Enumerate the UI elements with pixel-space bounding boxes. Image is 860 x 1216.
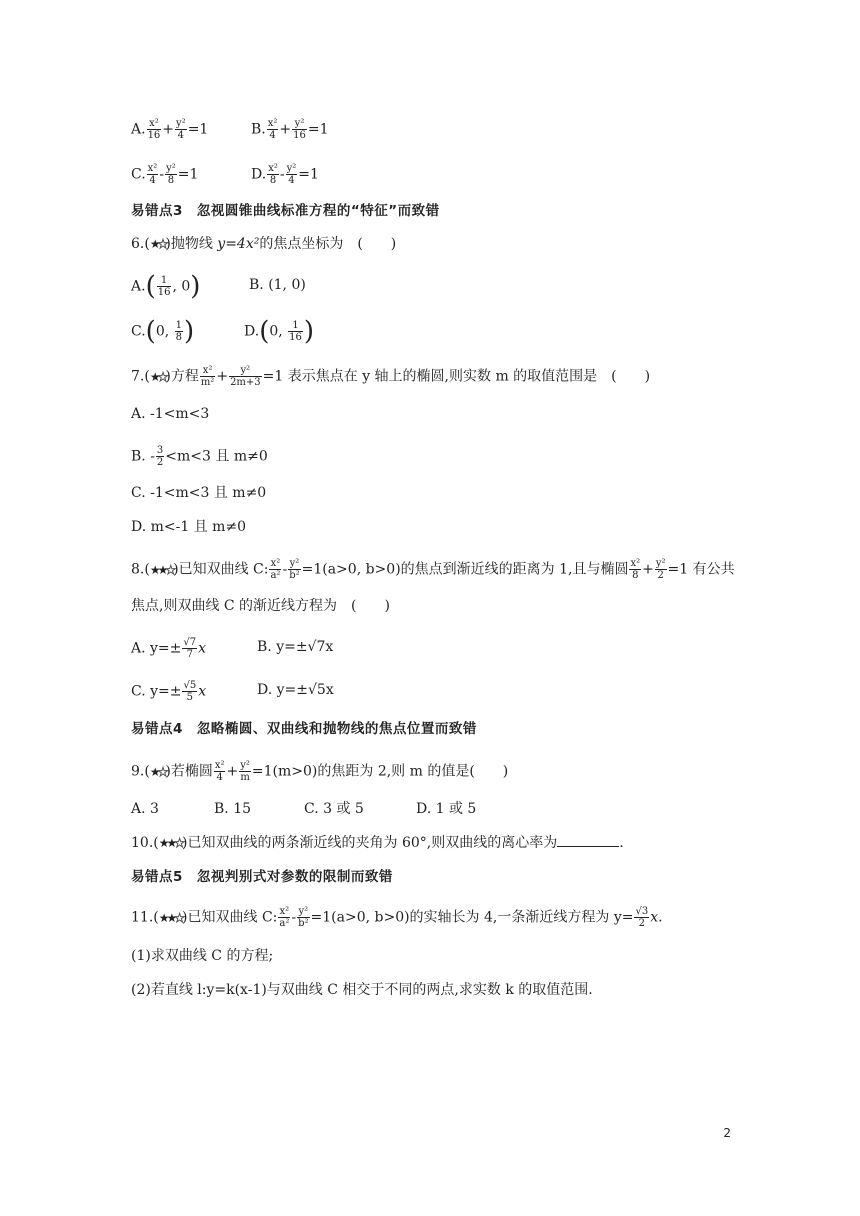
q5-option-a: A. $\frac{\text{x²}}{16}$ + $\frac{\text{y²}}{4}$ =1 <box>131 118 209 141</box>
question-11: 11.(★★★)已知双曲线 C: $\frac{\text{x²}}{\text{a²}}$ - $\frac{\text{y²}}{\text{b²}}$ =1(a>0, b>0)的实轴长为 4,一条渐近线方程为 y= $\frac{√3}{2}$ x. <box>131 906 663 929</box>
q7-option-d: D. m<-1 且 m≠0 <box>131 519 247 535</box>
q5-option-c: C. $\frac{\text{x²}}{4}$ - $\frac{\text{y²}}{8}$ =1 <box>131 163 199 186</box>
q7-option-c: C. -1<m<3 且 m≠0 <box>131 485 267 501</box>
q8-option-c: C. y=± $\frac{√5}{5}$ x <box>131 680 207 703</box>
question-8-line2: 焦点,则双曲线 C 的渐近线方程为 ( ) <box>131 598 390 614</box>
q6-option-b: B. (1, 0) <box>249 277 306 293</box>
q8-option-b: B. y=±√7x <box>257 639 334 655</box>
difficulty-star-icon: ★★★ <box>149 562 174 577</box>
q7-option-b: B. - $\frac{3}{2}$ <m<3 且 m≠0 <box>131 445 268 468</box>
difficulty-star-icon: ★★ <box>149 237 166 251</box>
q6-option-a: A.( $\frac{1}{16}$ , 0) <box>131 271 201 302</box>
question-11-part-2: (2)若直线 l:y=k(x-1)与双曲线 C 相交于不同的两点,求实数 k 的取值范围. <box>131 982 593 998</box>
section-heading-3: 易错点3 忽视圆锥曲线标准方程的“特征”而致错 <box>131 203 440 219</box>
q9-option-c: C. 3 或 5 <box>304 801 364 817</box>
difficulty-star-icon: ★★★ <box>158 836 183 850</box>
q8-option-d: D. y=±√5x <box>257 682 334 698</box>
q7-option-a: A. -1<m<3 <box>131 406 210 422</box>
q9-option-a: A. 3 <box>131 801 159 817</box>
question-10: 10.(★★★)已知双曲线的两条渐近线的夹角为 60°,则双曲线的离心率为 . <box>131 832 624 853</box>
page-number: 2 <box>723 1126 731 1140</box>
question-8: 8.(★★★)已知双曲线 C: $\frac{\text{x²}}{\text{a²}}$ - $\frac{\text{y²}}{\text{b²}}$ =1(a>0, b>0)的焦点到渐近线的距离为 1,且与椭圆 $\frac{\text{x²}}{8}$ + $\frac{\text{y²}}{2}$ =1 有公共 <box>131 558 735 581</box>
question-6: 6.(★★)抛物线 y=4x²的焦点坐标为 ( ) <box>131 236 397 252</box>
section-heading-5: 易错点5 忽视判别式对参数的限制而致错 <box>131 869 393 885</box>
q6-option-d: D.(0, $\frac{1}{16}$ ) <box>244 316 315 347</box>
q8-option-a: A. y=± $\frac{√7}{7}$ x <box>131 637 207 660</box>
q9-option-b: B. 15 <box>214 801 252 817</box>
q9-option-d: D. 1 或 5 <box>416 801 477 817</box>
section-heading-4: 易错点4 忽略椭圆、双曲线和抛物线的焦点位置而致错 <box>131 721 477 737</box>
difficulty-star-icon: ★★★ <box>158 910 183 925</box>
q6-option-c: C.(0, $\frac{1}{8}$ ) <box>131 316 195 347</box>
question-9: 9.(★★)若椭圆 $\frac{\text{x²}}{4}$ + $\frac{\text{y²}}{m}$ =1(m>0)的焦距为 2,则 m 的值是( ) <box>131 760 509 783</box>
q5-option-d: D. $\frac{\text{x²}}{8}$ - $\frac{\text{y²}}{4}$ =1 <box>251 163 319 186</box>
difficulty-star-icon: ★★ <box>149 764 166 779</box>
question-7: 7.(★★)方程 $\frac{\text{x²}}{\text{m²}}$ + $\frac{\text{y²}}{2m+3}$ =1 表示焦点在 y 轴上的椭圆,则实数 m 的取值范围是 ( ) <box>131 365 651 388</box>
question-11-part-1: (1)求双曲线 C 的方程; <box>131 948 274 964</box>
answer-blank[interactable] <box>557 832 619 847</box>
q5-option-b: B. $\frac{\text{x²}}{4}$ + $\frac{\text{y²}}{16}$ =1 <box>251 118 329 141</box>
difficulty-star-icon: ★★ <box>149 369 166 384</box>
